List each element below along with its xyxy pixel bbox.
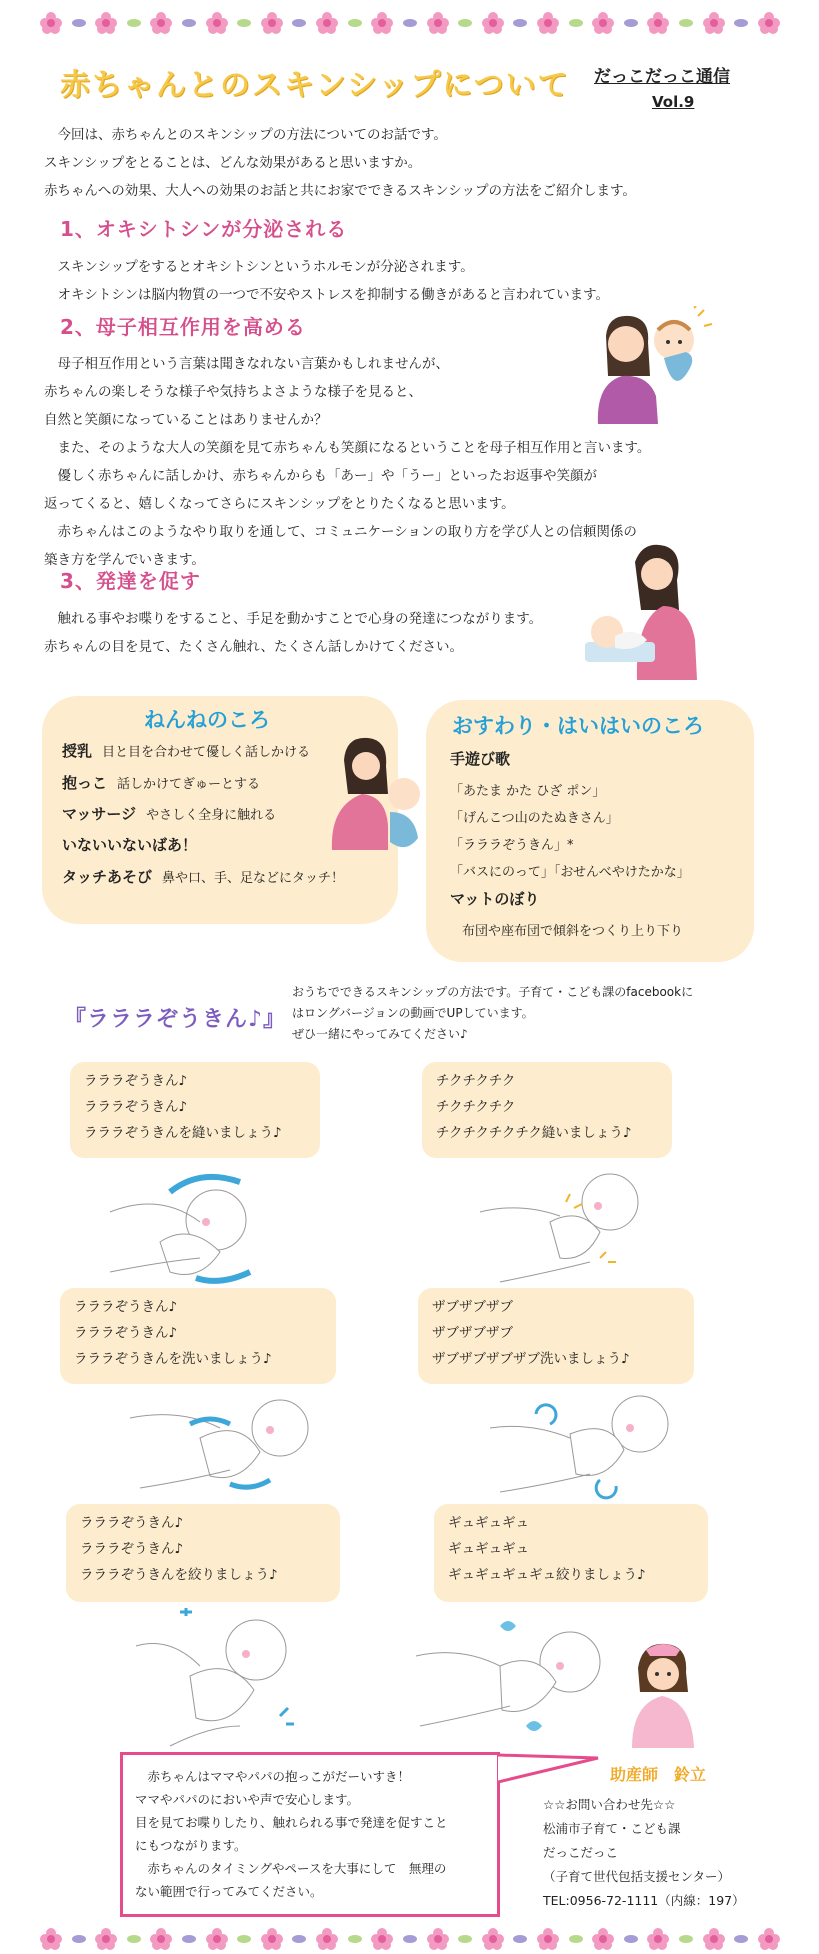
leaf-icon [679,19,693,27]
leaf-icon [513,1935,527,1943]
song-title: 『ラララぞうきん♪』 [64,1007,287,1032]
message-line: ママやパパのにおいや声で安心します。 [135,1792,360,1807]
mat-desc: 布団や座布団で傾斜をつくり上り下り [462,924,684,939]
mother-baby-play-illustration [326,730,422,860]
contact-line: （子育て世代包括支援センター） [543,1869,731,1884]
verse-box [434,1504,708,1602]
verse-box [60,1288,336,1384]
item-term: いないいないばあ！ [62,836,198,854]
leaf-icon [734,1935,748,1943]
flower-icon [261,12,283,34]
flower-icon [371,1928,393,1950]
verse-line: チクチクチク [436,1073,516,1089]
leaf-icon [237,19,251,27]
leaf-icon [237,1935,251,1943]
leaf-icon [72,1935,86,1943]
bottom-flower-border [40,1924,780,1954]
message-line: 目を見てお喋りしたり、触れられる事で発達を促すこと [135,1815,448,1830]
message-box [120,1752,500,1917]
section-heading-oxytocin: 1、オキシトシンが分泌される [60,217,348,241]
leaf-icon [679,1935,693,1943]
flower-icon [206,12,228,34]
midwife-illustration [618,1638,708,1748]
verse-line: ラララぞうきん♪ [80,1515,184,1531]
item-desc: やさしく全身に触れる [146,808,277,823]
sewing-massage-illustration [100,1162,280,1292]
volume-number: Vol.9 [652,93,695,111]
contact-line: 松浦市子育て・こども課 [543,1821,681,1836]
verse-line: ギュギュギュ [448,1515,529,1531]
message-line: 赤ちゃんのタイミングやペースを大事にして 無理の [135,1861,447,1876]
flower-icon [427,1928,449,1950]
verse-line: ギュギュギュ [448,1541,529,1557]
section-text-development [44,605,542,661]
item-term: 授乳 [62,742,93,760]
message-line: ない範囲で行ってみてください。 [135,1884,323,1899]
verse-line: ラララぞうきん♪ [84,1073,188,1089]
verse-box [66,1504,340,1602]
text-line: 築き方を学んでいきます。 [44,552,205,568]
verse-box [418,1288,694,1384]
leaf-icon [127,1935,141,1943]
verse-line: ザブザブザブ [432,1299,513,1315]
song-list-item: 「ラララぞうきん」* [450,838,574,853]
leaf-icon [348,1935,362,1943]
leaf-icon [458,19,472,27]
verse-line: チクチクチク [436,1099,516,1115]
text-line: また、そのような大人の笑顔を見て赤ちゃんも笑顔になるということを母子相互作用と言います。 [44,440,651,456]
item-desc: 鼻や口、手、足などにタッチ！ [162,871,345,886]
verse-line: ラララぞうきん♪ [74,1325,178,1341]
text-line: 自然と笑顔になっていることはありませんか？ [44,412,328,428]
song-list-item: 「バスにのって」「おせんべやけたかな」 [450,865,690,880]
leaf-icon [734,19,748,27]
leaf-icon [403,19,417,27]
leaf-icon [569,19,583,27]
verse-line: チクチクチクチク縫いましょう♪ [436,1125,632,1141]
flower-icon [592,12,614,34]
diaper-change-illustration [585,540,725,680]
leaf-icon [348,19,362,27]
top-flower-border [40,8,780,38]
flower-icon [316,1928,338,1950]
verse-line: ザブザブザブ [432,1325,513,1341]
verse-line: ラララぞうきん♪ [80,1541,184,1557]
section-heading-interaction: 2、母子相互作用を高める [60,315,306,339]
osuwari-title: おすわり・はいはいのころ [452,714,704,738]
text-line: 赤ちゃんの目を見て、たくさん触れ、たくさん話しかけてください。 [44,639,464,655]
song-list-item: 「あたま かた ひざ ポン」 [450,784,606,799]
flower-icon [150,1928,172,1950]
message-line: にもつながります。 [135,1838,247,1853]
flower-icon [647,1928,669,1950]
verse-box [70,1062,320,1158]
flower-icon [40,1928,62,1950]
text-line: 優しく赤ちゃんに話しかけ、赤ちゃんからも「あー」や「うー」といったお返事や笑顔が [44,468,597,484]
intro-line: 赤ちゃんへの効果、大人への効果のお話と共にお家でできるスキンシップの方法をご紹介します。 [44,183,636,199]
leaf-icon [292,1935,306,1943]
leaf-icon [72,19,86,27]
item-term: 抱っこ [62,774,108,792]
flower-icon [647,12,669,34]
desc-line: おうちでできるスキンシップの方法です。子育て・こども課のfacebookに [292,985,694,999]
desc-line: はロングバージョンの動画でUPしています。 [292,1006,534,1020]
flower-icon [758,1928,780,1950]
text-line: オキシトシンは脳内物質の一つで不安やストレスを抑制する働きがあると言われています。 [44,287,610,303]
contact-line: TEL:0956-72-1111（内線：197） [543,1893,745,1908]
nenne-item [62,740,310,761]
song-list-item: 「げんこつ山のたぬきさん」 [450,811,619,826]
flower-icon [95,12,117,34]
item-desc: 話しかけてぎゅーとする [117,777,261,792]
verse-line: ラララぞうきん♪ [84,1099,188,1115]
flower-icon [537,12,559,34]
contact-line: ☆☆お問い合わせ先☆☆ [543,1797,676,1812]
leaf-icon [292,19,306,27]
leaf-icon [458,1935,472,1943]
nenne-item [62,803,276,824]
intro-text [44,121,636,205]
verse-box [422,1062,672,1158]
leaf-icon [513,19,527,27]
flower-icon [482,12,504,34]
newsletter-name: だっこだっこ通信 [594,67,730,87]
flower-icon [703,12,725,34]
flower-icon [427,12,449,34]
nenne-item [62,834,207,855]
mother-holding-baby-illustration [578,306,718,426]
contact-info [543,1793,745,1913]
desc-line: ぜひ一緒にやってみてください♪ [292,1027,468,1041]
washing-massage-illustration [120,1388,320,1504]
leaf-icon [182,1935,196,1943]
flower-icon [537,1928,559,1950]
leaf-icon [569,1935,583,1943]
leaf-icon [403,1935,417,1943]
midwife-name: 助産師 鈴立 [610,1765,707,1784]
item-term: タッチあそび [62,868,153,886]
verse-line: ラララぞうきんを縫いましょう♪ [84,1125,282,1141]
leaf-icon [127,19,141,27]
nenne-title: ねんねのころ [144,708,270,732]
scrubbing-massage-illustration [480,1388,680,1504]
nenne-item [62,866,344,887]
flower-icon [40,12,62,34]
section-text-interaction [44,350,650,574]
verse-line: ラララぞうきん♪ [74,1299,178,1315]
flower-icon [95,1928,117,1950]
leaf-icon [624,19,638,27]
leaf-icon [182,19,196,27]
message-line: 赤ちゃんはママやパパの抱っこがだーいすき！ [135,1769,411,1784]
flower-icon [371,12,393,34]
mat-title: マットのぼり [450,890,540,908]
text-line: 返ってくると、嬉しくなってさらにスキンシップをとりたくなると思います。 [44,496,515,512]
verse-line: ギュギュギュギュ絞りましょう♪ [448,1567,646,1583]
verse-line: ラララぞうきんを洗いましょう♪ [74,1351,272,1367]
flower-icon [261,1928,283,1950]
text-line: 赤ちゃんはこのようなやり取りを通して、コミュニケーションの取り方を学び人との信頼関係の [44,524,637,540]
text-line: 母子相互作用という言葉は聞きなれない言葉かもしれませんが、 [44,356,449,372]
verse-line: ラララぞうきんを絞りましょう♪ [80,1567,278,1583]
flower-icon [703,1928,725,1950]
flower-icon [482,1928,504,1950]
text-line: 触れる事やお喋りをすること、手足を動かすことで心身の発達につながります。 [44,611,543,627]
osuwari-bubble [426,700,754,962]
wringing-arms-illustration [410,1606,610,1750]
item-term: マッサージ [62,805,137,823]
song-description [292,982,693,1045]
wringing-legs-illustration [130,1606,310,1750]
contact-line: だっこだっこ [543,1845,619,1860]
intro-line: スキンシップをとることは、どんな効果があると思いますか。 [44,155,422,171]
leaf-icon [624,1935,638,1943]
text-line: 赤ちゃんの楽しそうな様子や気持ちよさような様子を見ると、 [44,384,422,400]
page-title: 赤ちゃんとのスキンシップについて [60,68,570,103]
flower-icon [758,12,780,34]
text-line: スキンシップをするとオキシトシンというホルモンが分泌されます。 [44,259,474,275]
item-desc: 目と目を合わせて優しく話しかける [102,745,311,760]
play-song-title: 手遊び歌 [450,750,511,768]
flower-icon [316,12,338,34]
flower-icon [206,1928,228,1950]
intro-line: 今回は、赤ちゃんとのスキンシップの方法についてのお話です。 [44,127,447,143]
section-heading-development: 3、発達を促す [60,569,201,593]
section-text-oxytocin [44,253,609,309]
flower-icon [592,1928,614,1950]
nenne-item [62,772,260,793]
flower-icon [150,12,172,34]
stitching-massage-illustration [470,1162,650,1292]
verse-line: ザブザブザブザブ洗いましょう♪ [432,1351,630,1367]
